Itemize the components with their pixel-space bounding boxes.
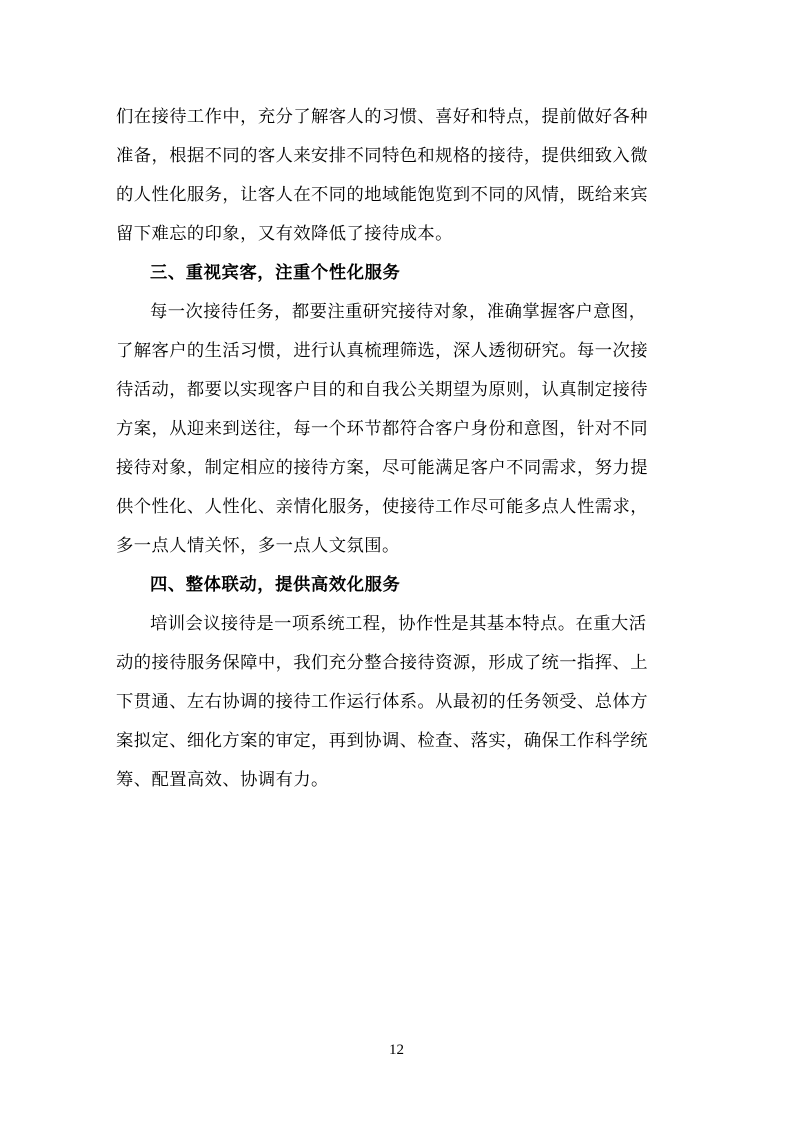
paragraph-line: 留下难忘的印象，又有效降低了接待成本。 xyxy=(116,224,453,244)
page-body xyxy=(116,98,682,800)
paragraph-line: 们在接待工作中，充分了解客人的习惯、喜好和特点，提前做好各种 xyxy=(116,107,648,127)
paragraph-line: 每一次接待任务，都要注重研究接待对象，准确掌握客户意图， xyxy=(150,302,647,322)
paragraph-line: 了解客户的生活习惯，进行认真梳理筛选，深人透彻研究。每一次接 xyxy=(116,341,648,361)
paragraph-line: 下贯通、左右协调的接待工作运行体系。从最初的任务领受、总体方 xyxy=(116,692,648,712)
paragraph-line: 接待对象，制定相应的接待方案，尽可能满足客户不同需求，努力提 xyxy=(116,458,648,478)
paragraph-line: 多一点人情关怀，多一点人文氛围。 xyxy=(116,536,400,556)
paragraph-line: 培训会议接待是一项系统工程，协作性是其基本特点。在重大活 xyxy=(150,614,647,634)
section-heading-4: 四、整体联动，提供高效化服务 xyxy=(150,575,401,595)
paragraph-line: 准备，根据不同的客人来安排不同特色和规格的接待，提供细致入微 xyxy=(116,146,648,166)
section-heading-3: 三、重视宾客，注重个性化服务 xyxy=(150,263,401,283)
paragraph-line: 动的接待服务保障中，我们充分整合接待资源，形成了统一指挥、上 xyxy=(116,653,648,673)
paragraph-line: 案拟定、细化方案的审定，再到协调、检查、落实，确保工作科学统 xyxy=(116,731,648,751)
paragraph-line: 待活动，都要以实现客户目的和自我公关期望为原则，认真制定接待 xyxy=(116,380,648,400)
page-number: 12 xyxy=(389,1042,404,1058)
paragraph-line: 方案，从迎来到送往，每一个环节都符合客户身份和意图，针对不同 xyxy=(116,419,648,439)
paragraph-line: 的人性化服务，让客人在不同的地域能饱览到不同的风情，既给来宾 xyxy=(116,185,648,205)
paragraph-line: 筹、配置高效、协调有力。 xyxy=(116,770,329,790)
paragraph-line: 供个性化、人性化、亲情化服务，使接待工作尽可能多点人性需求， xyxy=(116,497,648,517)
